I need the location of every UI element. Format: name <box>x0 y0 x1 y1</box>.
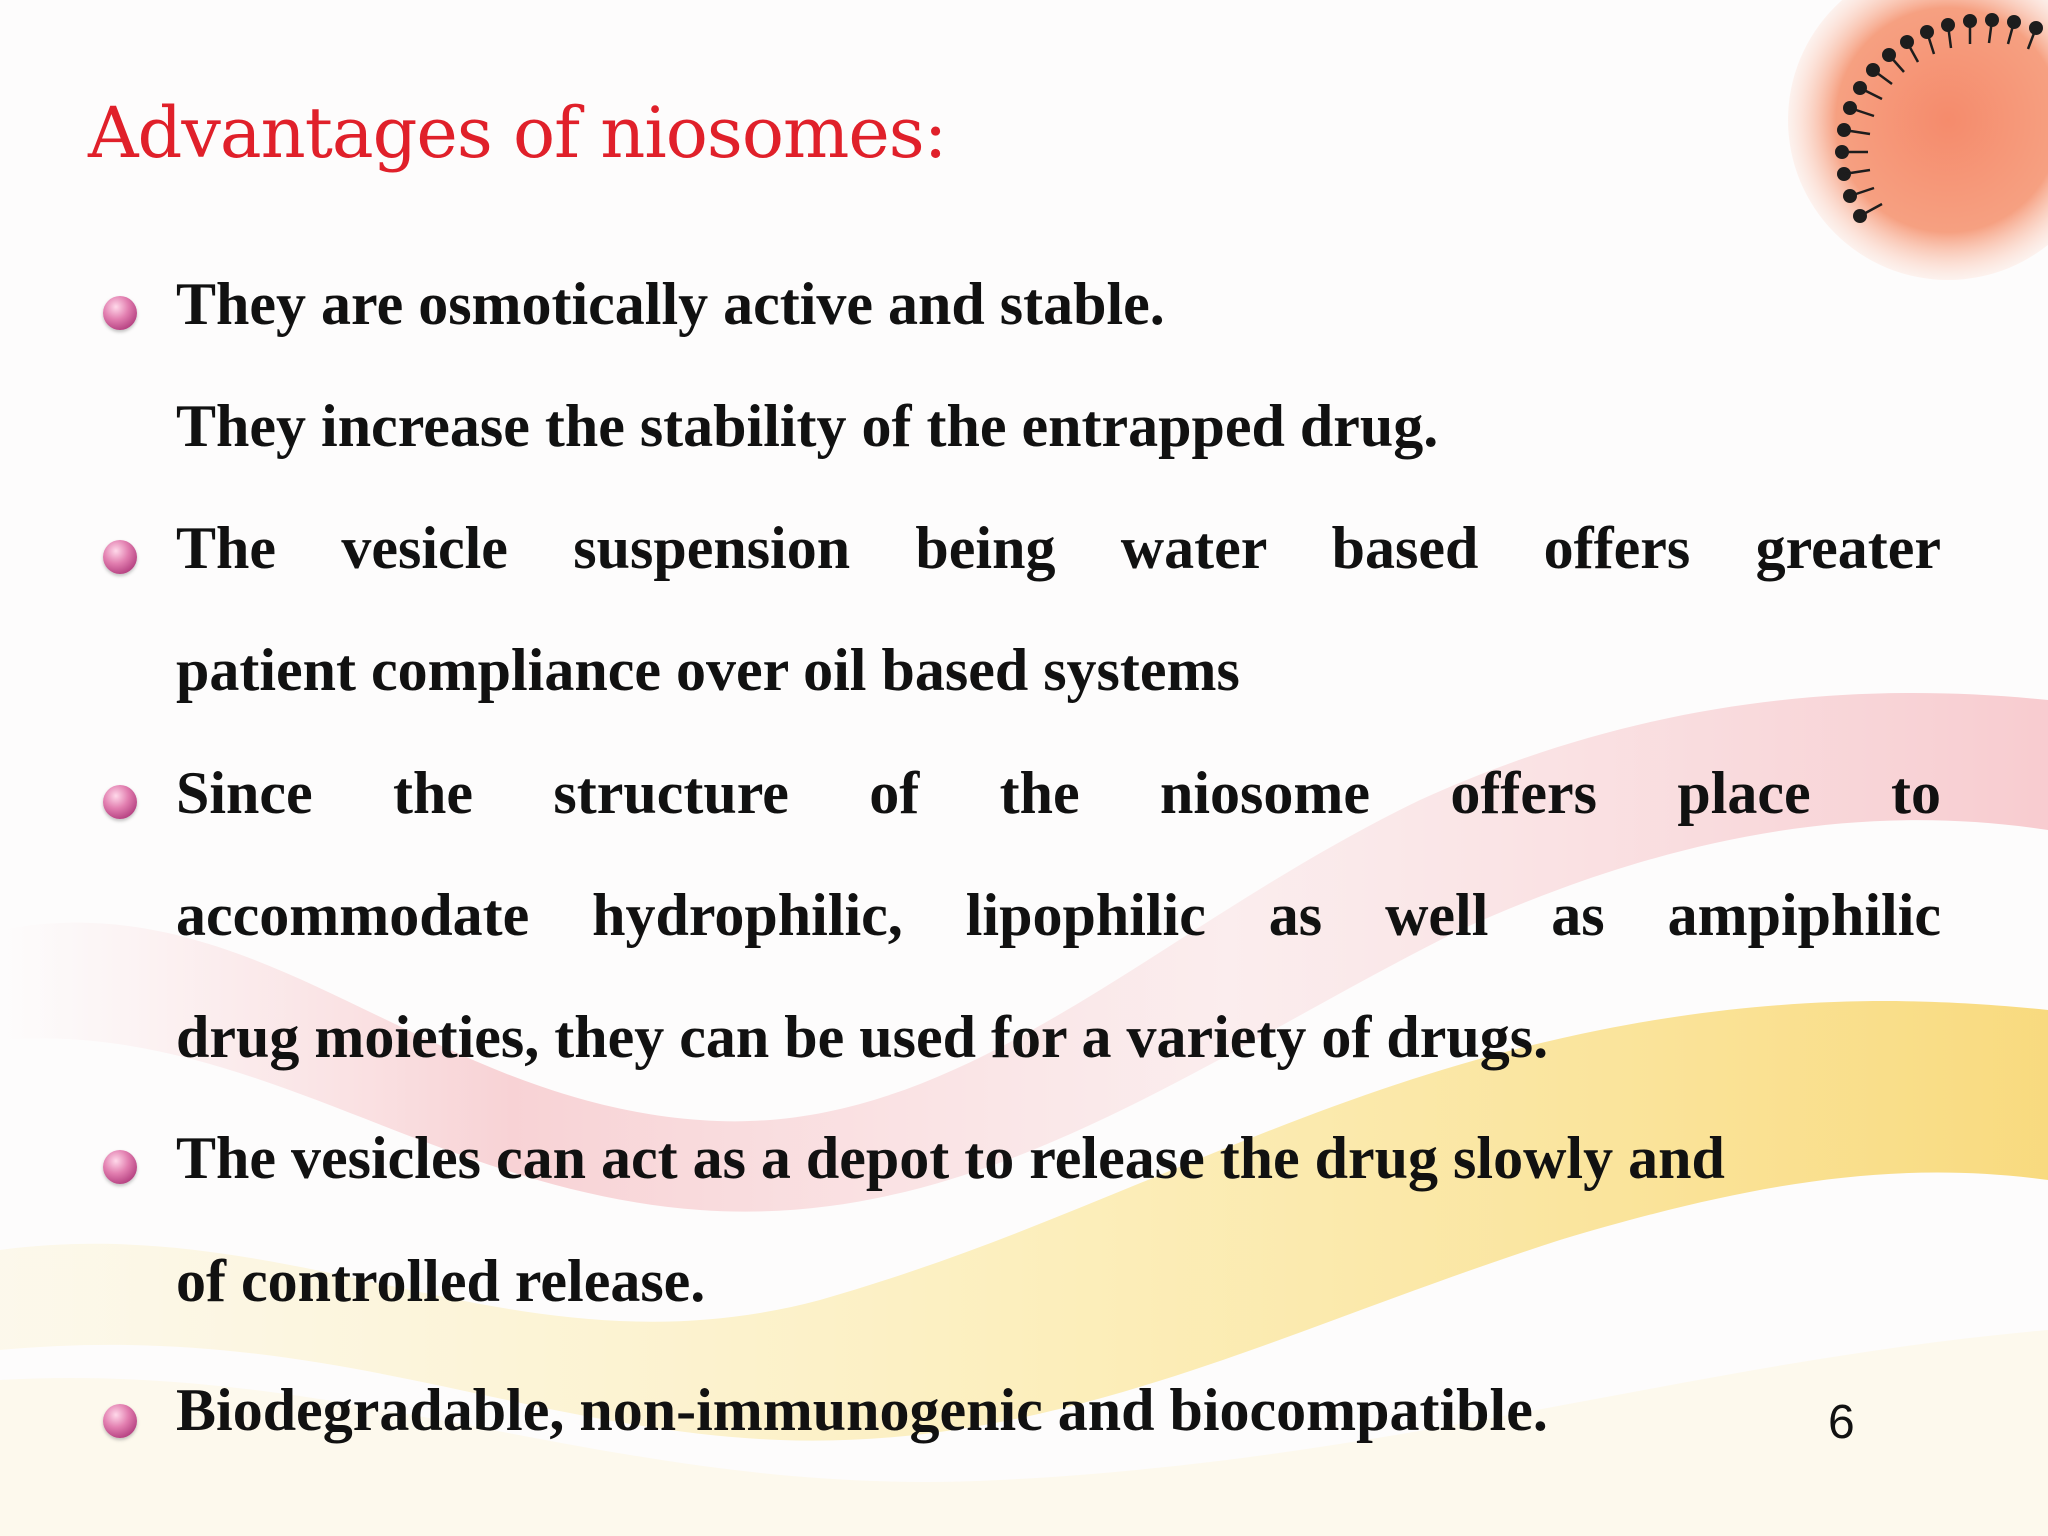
line-stability-of-drug: They increase the stability of the entrapped drug. <box>176 393 1439 459</box>
bullet-sphere-icon <box>103 296 137 330</box>
page-number: 6 <box>1828 1396 1855 1449</box>
bullet-sphere-icon <box>103 540 137 574</box>
line-accommodate-drugs: accommodate hydrophilic, lipophilic as well as ampiphilic <box>176 882 1941 948</box>
line-controlled-release: of controlled release. <box>176 1248 706 1314</box>
bullet-sphere-icon <box>103 1404 137 1438</box>
bullet-sphere-icon <box>103 785 137 819</box>
bullet-text-osmotically-active: They are osmotically active and stable. <box>176 271 1165 337</box>
line-patient-compliance: patient compliance over oil based systems <box>176 637 1240 703</box>
bullet-text-water-based: The vesicle suspension being water based offers greater <box>176 515 1941 581</box>
bullet-text-biodegradable: Biodegradable, non-immunogenic and biocompatible. <box>176 1377 1548 1443</box>
bullet-text-niosome-structure: Since the structure of the niosome offers place to <box>176 760 1941 826</box>
bilayer-vesicle-icon <box>1800 0 2048 250</box>
line-drug-moieties: drug moieties, they can be used for a variety of drugs. <box>176 1004 1549 1070</box>
bullet-text-depot-release: The vesicles can act as a depot to release the drug slowly and <box>176 1125 1725 1191</box>
bullet-sphere-icon <box>103 1150 137 1184</box>
slide-title: Advantages of niosomes: <box>88 92 947 174</box>
